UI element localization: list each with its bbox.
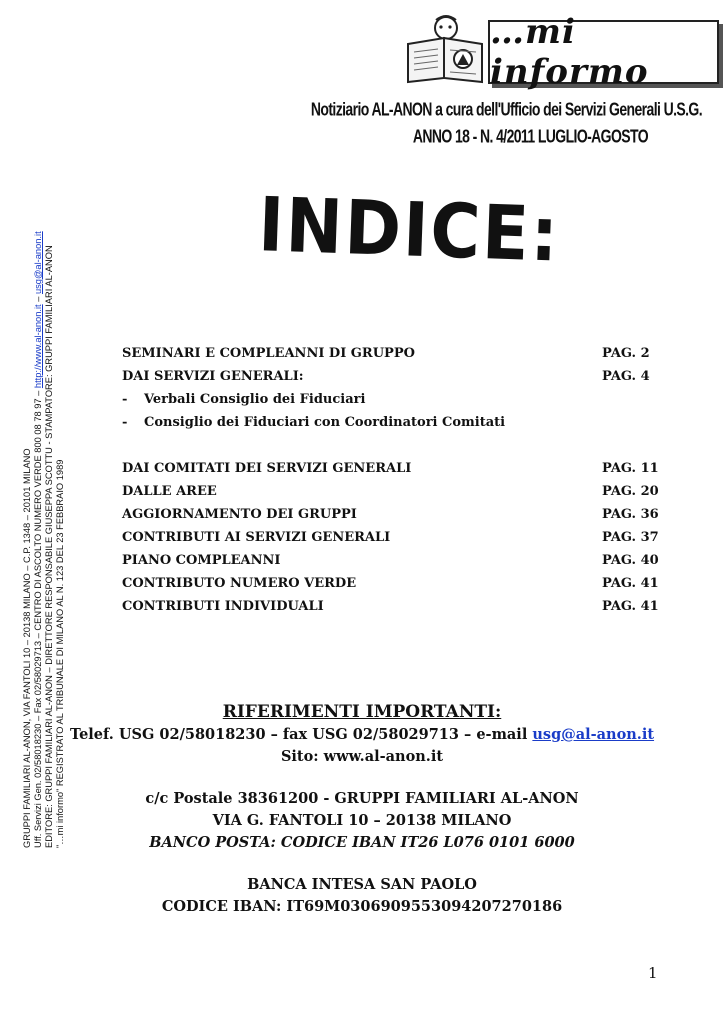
toc-row: PIANO COMPLEANNI PAG. 40 bbox=[122, 553, 659, 568]
website-line: Sito: www.al-anon.it bbox=[280, 748, 444, 765]
website-link[interactable]: http://www.al-anon.it bbox=[33, 304, 43, 389]
contact-email-link[interactable]: usg@al-anon.it bbox=[532, 726, 655, 743]
toc-subitem: - Consiglio dei Fiduciari con Coordinatori Comitati bbox=[122, 415, 506, 430]
logo-text: …mi informo bbox=[488, 20, 719, 84]
sidebar-line-1: GRUPPI FAMILIARI AL-ANON, VIA FANTOLI 10 – 20138 MILANO – C.P. 1348 – 20101 MILANO bbox=[22, 448, 32, 848]
sidebar-line-2: Uff. Servizi Gen. 02/58018230 – Fax 02/58029713 – CENTRO DI ASCOLTO NUMERO VERDE 800 08 78 97 – http://www.al-anon.it – usg@al-anon.it bbox=[33, 231, 43, 848]
reading-figure-icon bbox=[404, 14, 486, 84]
toc-row: SEMINARI E COMPLEANNI DI GRUPPO PAG. 2 bbox=[122, 346, 650, 361]
issue-info: ANNO 18 - N. 4/2011 LUGLIO-AGOSTO bbox=[412, 125, 648, 147]
bank-iban: CODICE IBAN: IT69M0306909553094207270186 bbox=[161, 898, 563, 915]
contact-line: Telef. USG 02/58018230 – fax USG 02/58029713 – e-mail usg@al-anon.it bbox=[69, 726, 655, 743]
masthead-logo bbox=[404, 12, 722, 92]
toc-row: CONTRIBUTI AI SERVIZI GENERALI PAG. 37 bbox=[122, 530, 659, 545]
toc-row: DAI COMITATI DEI SERVIZI GENERALI PAG. 11 bbox=[122, 461, 659, 476]
toc-subitem: - Verbali Consiglio dei Fiduciari bbox=[122, 392, 366, 407]
newsletter-subtitle: Notiziario AL-ANON a cura dell'Ufficio dei Servizi Generali U.S.G. bbox=[310, 98, 702, 120]
references-heading: RIFERIMENTI IMPORTANTI: bbox=[222, 702, 502, 722]
address-line: VIA G. FANTOLI 10 – 20138 MILANO bbox=[212, 812, 512, 829]
banco-posta-iban: BANCO POSTA: CODICE IBAN IT26 L076 0101 6000 bbox=[149, 834, 575, 851]
page-number: 1 bbox=[648, 964, 658, 982]
table-of-contents bbox=[122, 342, 662, 618]
toc-row: AGGIORNAMENTO DEI GRUPPI PAG. 36 bbox=[122, 507, 659, 522]
toc-row: DAI SERVIZI GENERALI: PAG. 4 bbox=[122, 369, 650, 384]
postal-account: c/c Postale 38361200 - GRUPPI FAMILIARI AL-ANON bbox=[145, 790, 579, 807]
page-title: INDICE: bbox=[256, 182, 562, 280]
email-link[interactable]: usg@al-anon.it bbox=[33, 231, 43, 295]
sidebar-line-4: "…mi informo" REGISTRATO AL TRIBUNALE DI MILANO AL N. 123 DEL 23 FEBBRAIO 1989 bbox=[55, 459, 65, 848]
sidebar-line-3: EDITORE: GRUPPI FAMILIARI AL-ANON – DIRETTORE RESPONSABILE GIUSEPPA SCOTTU - STAMPATORE: GRUPPI FAMILIARI AL-ANON bbox=[44, 245, 54, 848]
bank-name: BANCA INTESA SAN PAOLO bbox=[247, 876, 477, 893]
toc-row: CONTRIBUTO NUMERO VERDE PAG. 41 bbox=[122, 576, 659, 591]
toc-row: CONTRIBUTI INDIVIDUALI PAG. 41 bbox=[122, 599, 659, 614]
toc-row: DALLE AREE PAG. 20 bbox=[122, 484, 659, 499]
